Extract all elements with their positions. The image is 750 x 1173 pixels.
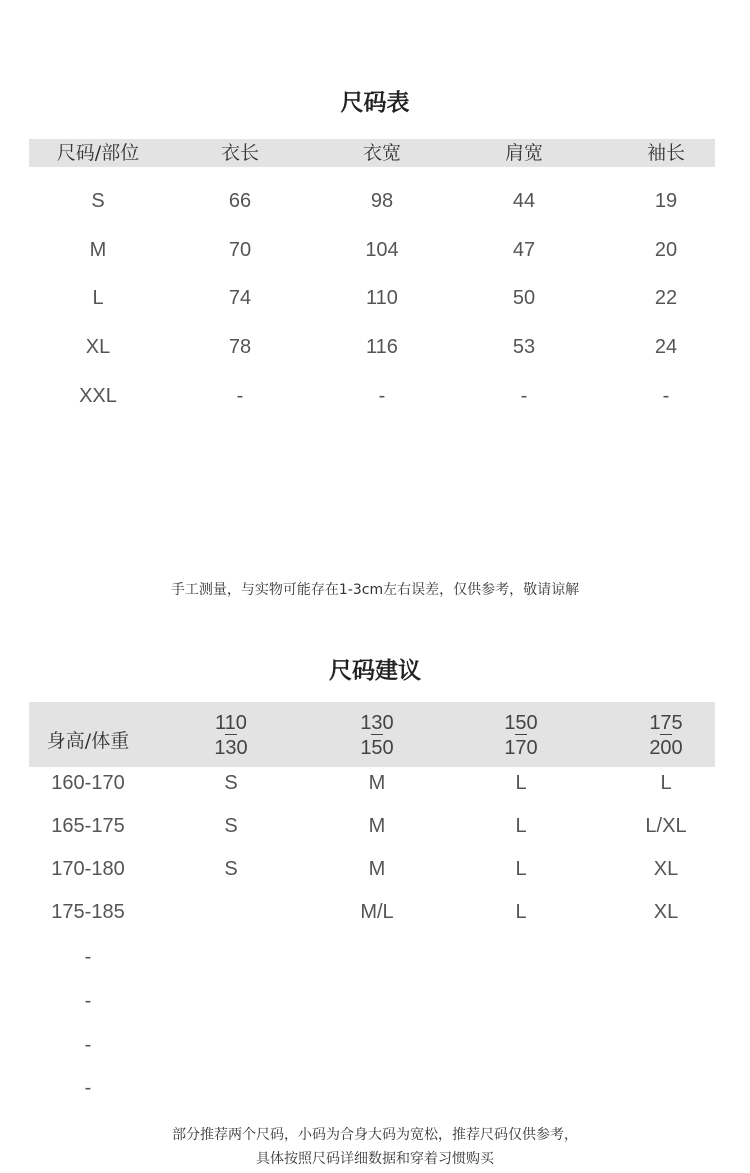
size-chart-cell: 47 [512, 239, 536, 261]
size-chart-cell: 110 [366, 287, 398, 309]
size-chart-cell: 104 [365, 239, 399, 261]
size-chart-cell: M [89, 239, 107, 261]
weight-range-bottom: 170 [504, 737, 538, 759]
size-advice-title: 尺码建议 [329, 658, 421, 684]
size-advice-cell: S [224, 815, 238, 837]
size-chart-cell: 53 [512, 336, 536, 358]
size-chart-cell: XL [85, 336, 111, 358]
size-chart-cell: 24 [654, 336, 678, 358]
height-range-cell: 170-180 [51, 858, 125, 880]
size-chart-header-2: 衣宽 [362, 142, 401, 164]
size-chart-cell: 74 [228, 287, 252, 309]
size-chart-cell: - [520, 385, 528, 407]
size-chart-cell: - [378, 385, 386, 407]
height-range-cell: - [84, 946, 92, 968]
weight-range-bottom: 150 [360, 737, 394, 759]
size-advice-cell: S [224, 858, 238, 880]
size-chart-cell: 44 [512, 190, 536, 212]
fraction-bar [225, 734, 237, 735]
weight-range-top: 130 [360, 712, 394, 734]
size-advice-cell: L [660, 772, 672, 794]
weight-range-top: 150 [504, 712, 538, 734]
size-chart-cell: XXL [79, 385, 117, 407]
fraction-bar [371, 734, 383, 735]
height-range-cell: 165-175 [51, 815, 125, 837]
size-chart-cell: L [92, 287, 104, 309]
measurement-note: 手工测量，与实物可能存在1-3cm左右误差，仅供参考，敬请谅解 [170, 582, 580, 598]
size-chart-cell: 22 [654, 287, 678, 309]
size-chart-cell: 78 [228, 336, 252, 358]
size-chart-cell: 20 [654, 239, 678, 261]
size-chart-header-1: 衣长 [220, 142, 259, 164]
size-advice-cell: M [368, 772, 386, 794]
size-advice-row-header: 身高/体重 [46, 730, 130, 752]
advice-note-line2: 具体按照尺码详细数据和穿着习惯购买 [256, 1151, 494, 1167]
size-advice-cell: M [368, 858, 386, 880]
size-chart-cell: 66 [228, 190, 252, 212]
weight-range-bottom: 200 [649, 737, 683, 759]
height-range-cell: - [84, 1077, 92, 1099]
weight-range-top: 110 [215, 712, 247, 734]
fraction-bar [660, 734, 672, 735]
fraction-bar [515, 734, 527, 735]
size-chart-cell: S [91, 190, 105, 212]
size-chart-header-0: 尺码/部位 [56, 142, 140, 164]
size-chart-title: 尺码表 [340, 90, 410, 116]
size-advice-cell: M/L [360, 901, 394, 923]
size-chart-cell: - [662, 385, 670, 407]
weight-range-header [616, 711, 716, 761]
size-advice-cell: L [515, 772, 527, 794]
size-chart-cell: 70 [228, 239, 252, 261]
size-chart-cell: 50 [512, 287, 536, 309]
weight-range-header [327, 711, 427, 761]
size-chart-cell: 116 [366, 336, 398, 358]
size-advice-cell: M [368, 815, 386, 837]
weight-range-bottom: 130 [214, 737, 248, 759]
height-range-cell: 160-170 [51, 772, 125, 794]
size-advice-cell: L/XL [645, 815, 687, 837]
size-advice-cell: XL [653, 858, 679, 880]
size-chart-header-3: 肩宽 [504, 142, 543, 164]
size-chart-cell: - [236, 385, 244, 407]
size-chart-cell: 19 [654, 190, 678, 212]
size-chart-cell: 98 [370, 190, 394, 212]
size-advice-cell: S [224, 772, 238, 794]
height-range-cell: - [84, 990, 92, 1012]
height-range-cell: - [84, 1034, 92, 1056]
size-advice-cell: L [515, 858, 527, 880]
height-range-cell: 175-185 [51, 901, 125, 923]
weight-range-header [471, 711, 571, 761]
size-advice-cell: XL [653, 901, 679, 923]
size-advice-cell: L [515, 815, 527, 837]
weight-range-header [181, 711, 281, 761]
size-advice-cell: L [515, 901, 527, 923]
weight-range-top: 175 [649, 712, 683, 734]
advice-note-line1: 部分推荐两个尺码，小码为合身大码为宽松，推荐尺码仅供参考， [172, 1127, 578, 1143]
size-chart-header-4: 袖长 [646, 142, 685, 164]
